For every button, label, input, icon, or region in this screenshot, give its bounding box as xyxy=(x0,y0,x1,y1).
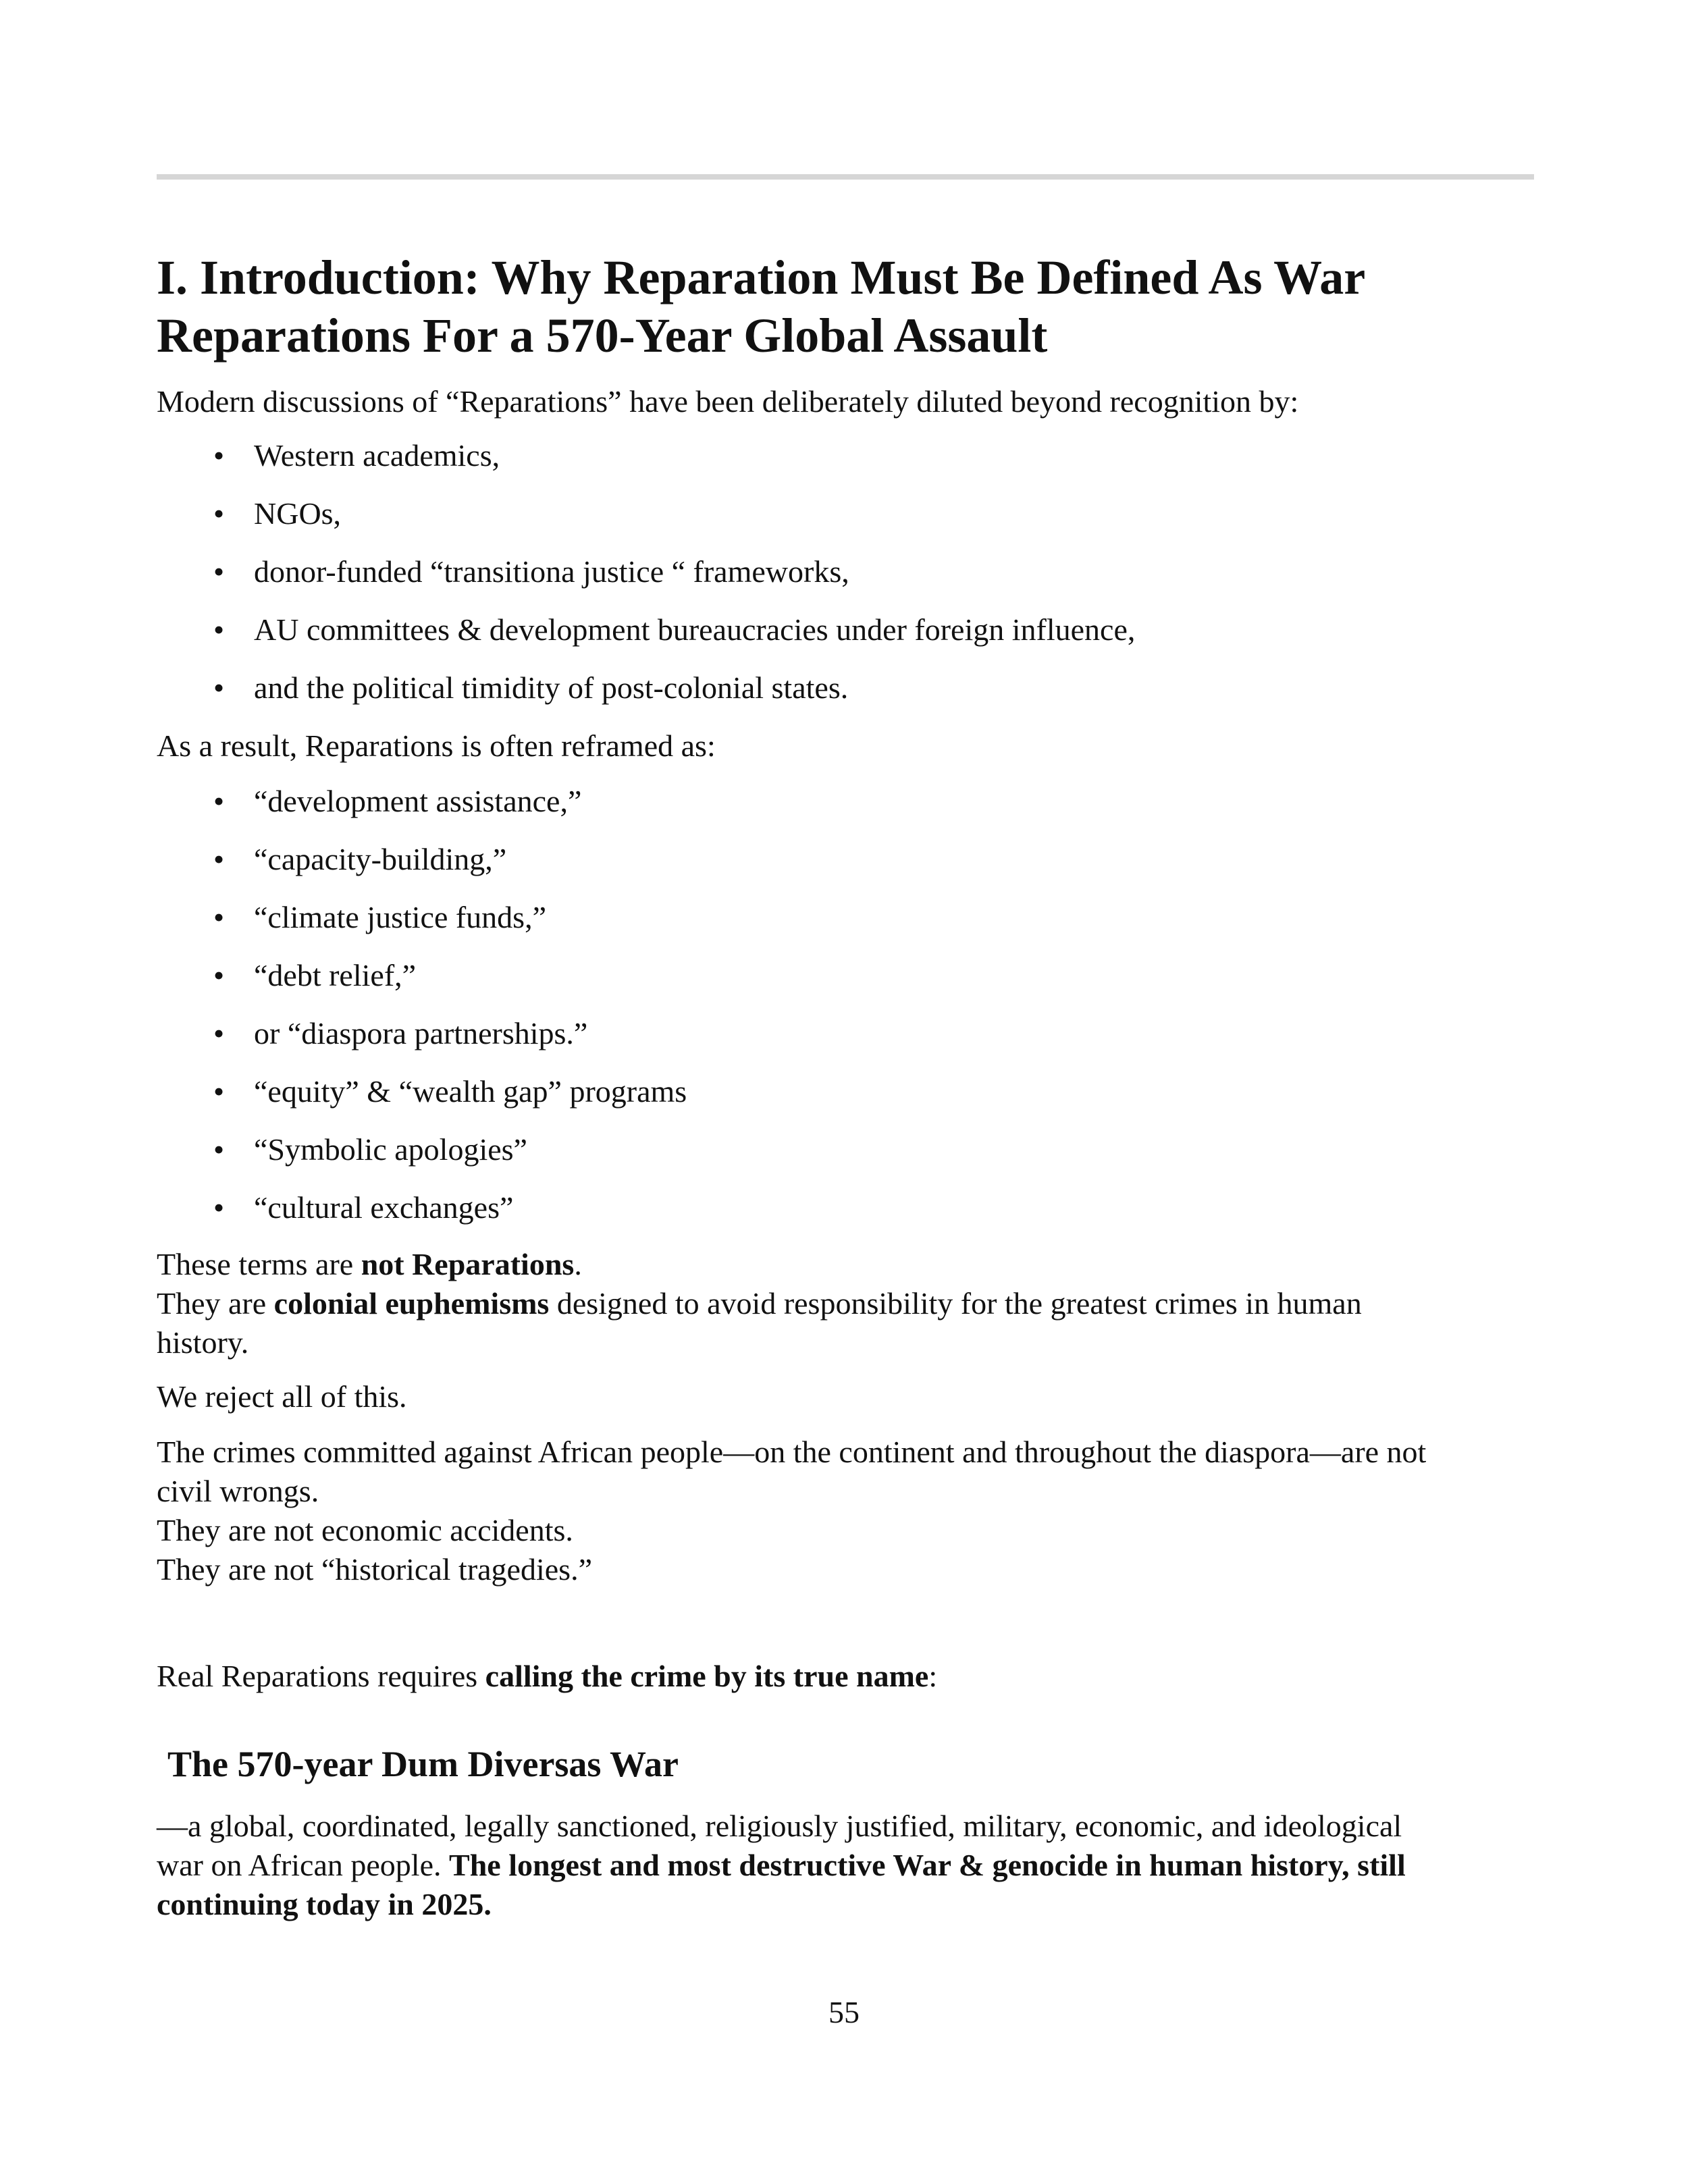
intro-paragraph: Modern discussions of “Reparations” have been deliberately diluted beyond recognition by: xyxy=(157,384,1299,419)
bullet-icon: • xyxy=(213,554,225,589)
war-paragraph-line-1: —a global, coordinated, legally sanctioned, religiously justified, military, economic, and ideological xyxy=(157,1809,1402,1843)
war-paragraph-line-3: continuing today in 2025. xyxy=(157,1887,492,1921)
terms-statement: These terms are not Reparations. xyxy=(157,1247,582,1281)
bullet-icon: • xyxy=(213,1190,225,1225)
crimes-paragraph-line-2: civil wrongs. xyxy=(157,1474,319,1508)
bullet-icon: • xyxy=(213,1132,225,1167)
bullet-icon: • xyxy=(213,784,225,818)
section-heading-line-2: Reparations For a 570-Year Global Assault xyxy=(157,309,1048,363)
euphemisms-statement: They are colonial euphemisms designed to avoid responsibility for the greatest crimes in human xyxy=(157,1286,1362,1321)
section-heading-line-1: I. Introduction: Why Reparation Must Be Defined As War xyxy=(157,250,1366,304)
reject-statement: We reject all of this. xyxy=(157,1379,407,1414)
reframed-intro: As a result, Reparations is often reframed as: xyxy=(157,728,716,763)
bullet-icon: • xyxy=(213,438,225,473)
section-heading xyxy=(157,248,1548,365)
page-number: 55 xyxy=(828,1995,860,2029)
bullet-icon: • xyxy=(213,670,225,705)
bullet-icon: • xyxy=(213,1016,225,1050)
crimes-paragraph-line-1: The crimes committed against African people—on the continent and throughout the diaspora—are not xyxy=(157,1435,1427,1469)
bullet-icon: • xyxy=(213,496,225,531)
subsection-heading: The 570-year Dum Diversas War xyxy=(167,1744,679,1784)
euphemisms-statement-line-2: history. xyxy=(157,1325,249,1360)
bullet-icon: • xyxy=(213,900,225,934)
bullet-icon: • xyxy=(213,958,225,992)
bullet-icon: • xyxy=(213,842,225,876)
bullet-icon: • xyxy=(213,1074,225,1109)
bullet-icon: • xyxy=(213,612,225,647)
crimes-paragraph-line-3: They are not economic accidents. xyxy=(157,1513,573,1547)
real-reparations-statement: Real Reparations requires calling the crime by its true name: xyxy=(157,1659,938,1693)
crimes-paragraph-line-4: They are not “historical tragedies.” xyxy=(157,1552,592,1587)
header-rule xyxy=(157,174,1534,180)
war-paragraph-line-2: war on African people. The longest and most destructive War & genocide in human history, still xyxy=(157,1848,1406,1882)
